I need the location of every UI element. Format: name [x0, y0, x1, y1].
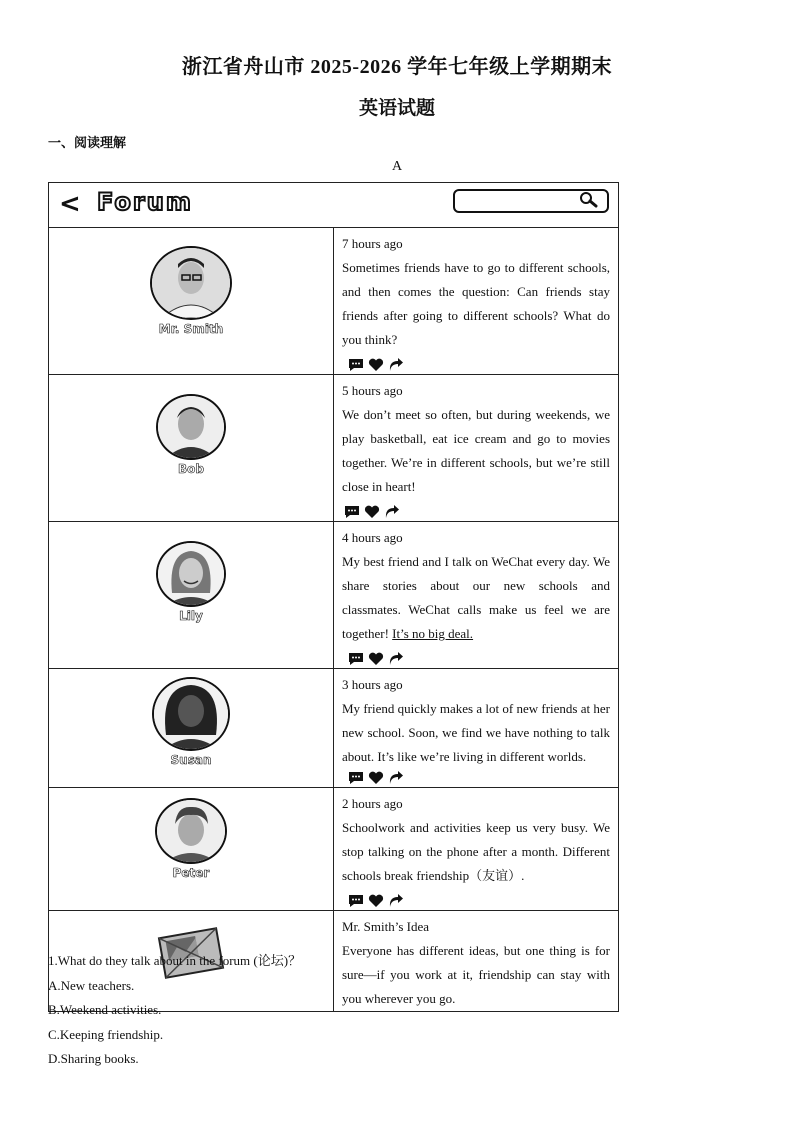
back-icon: < — [59, 189, 81, 219]
search-icon — [577, 191, 599, 209]
forum-post — [49, 522, 619, 669]
post-time: 2 hours ago — [342, 796, 403, 811]
avatar — [156, 394, 226, 460]
share-icon[interactable] — [384, 505, 400, 519]
page-title: 浙江省舟山市 2025-2026 学年七年级上学期期末 — [181, 56, 613, 78]
avatar — [152, 677, 230, 751]
section-heading: 一、阅读理解 — [48, 135, 127, 150]
forum-post — [49, 788, 619, 911]
comment-icon[interactable] — [348, 894, 364, 908]
post-time: 5 hours ago — [342, 383, 403, 398]
post-text: My best friend and I talk on WeChat every day. We share stories about our new schools and classmates. WeChat calls make us feel we are together! — [342, 554, 610, 641]
forum-post — [49, 669, 619, 788]
avatar — [155, 798, 227, 864]
avatar — [156, 541, 226, 607]
avatar — [150, 246, 232, 320]
option-b[interactable]: B.Weekend activities. — [48, 1002, 162, 1017]
post-text: We don’t meet so often, but during weekends, we play basketball, eat ice cream and go to movies together. We’re in different schools, but we’re still close in heart! — [342, 407, 610, 494]
post-time: 3 hours ago — [342, 677, 403, 692]
option-a[interactable]: A.New teachers. — [48, 977, 135, 993]
underlined-phrase: It’s no big deal. — [392, 626, 474, 641]
heart-icon[interactable] — [368, 771, 384, 785]
comment-icon[interactable] — [348, 358, 364, 372]
passage-label: A — [392, 159, 403, 174]
share-icon[interactable] — [388, 358, 404, 372]
post-actions — [348, 769, 610, 787]
post-text: Sometimes friends have to go to different schools, and then comes the question: Can friends stay friends after going to different schools? What do you think? — [342, 260, 610, 347]
forum-header-row — [49, 183, 619, 228]
heart-icon[interactable] — [368, 894, 384, 908]
search-box — [453, 189, 609, 213]
option-d[interactable]: D.Sharing books. — [48, 1051, 139, 1066]
author-name: Lily — [179, 609, 203, 623]
post-actions — [344, 503, 610, 521]
post-time: 4 hours ago — [342, 530, 403, 545]
post-text: My friend quickly makes a lot of new friends at her new school. Soon, we find we have nothing to talk about. It’s like we’re living in different worlds. — [342, 701, 610, 764]
post-text: Everyone has different ideas, but one thing is for sure—if you work at it, friendship can stay with you wherever you go. — [342, 943, 610, 1006]
forum-post — [49, 375, 619, 522]
post-title: Mr. Smith’s Idea — [342, 919, 430, 934]
post-actions — [348, 892, 610, 910]
share-icon[interactable] — [388, 771, 404, 785]
heart-icon[interactable] — [368, 358, 384, 372]
forum-table — [48, 182, 619, 1012]
comment-icon[interactable] — [348, 771, 364, 785]
share-icon[interactable] — [388, 652, 404, 666]
page-subtitle: 英语试题 — [358, 98, 435, 119]
post-time: 7 hours ago — [342, 236, 403, 251]
question-stem: 1.What do they talk about in the forum (论坛)？ — [48, 953, 302, 968]
author-name: Susan — [170, 753, 212, 767]
heart-icon[interactable] — [364, 505, 380, 519]
avatar-cell — [49, 228, 334, 375]
author-name: Bob — [178, 462, 204, 476]
author-name: Peter — [172, 866, 210, 880]
forum-post — [49, 228, 619, 375]
post-actions — [348, 356, 610, 374]
question-block — [48, 949, 301, 1072]
author-name: Mr. Smith — [158, 322, 224, 336]
comment-icon[interactable] — [344, 505, 360, 519]
heart-icon[interactable] — [368, 652, 384, 666]
forum-title: Forum — [97, 188, 193, 216]
comment-icon[interactable] — [348, 652, 364, 666]
post-text: Schoolwork and activities keep us very busy. We stop talking on the phone after a month. Different schools break friendship（友谊）. — [342, 820, 610, 883]
share-icon[interactable] — [388, 894, 404, 908]
post-actions — [348, 650, 610, 668]
option-c[interactable]: C.Keeping friendship. — [48, 1026, 164, 1042]
